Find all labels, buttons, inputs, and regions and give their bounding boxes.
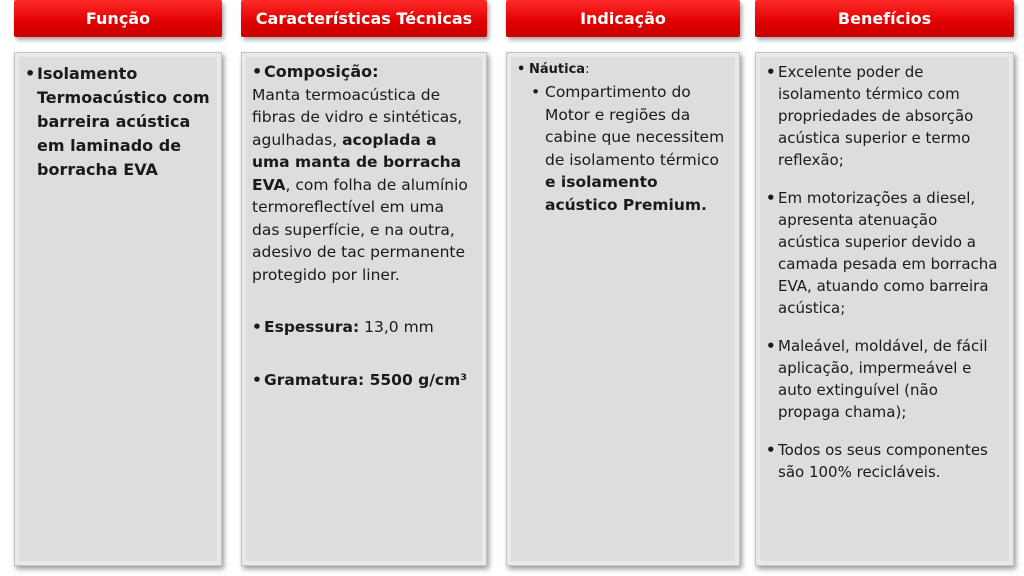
header-indicacao-label: Indicação (580, 9, 666, 28)
indicacao-subitem (531, 81, 729, 216)
bullet-icon: • (766, 441, 776, 459)
bullet-icon: • (252, 370, 262, 389)
nautica-colon: : (585, 62, 590, 77)
bullet-icon: • (252, 62, 263, 81)
indicacao-bold: e isolamento acústico Premium. (545, 173, 707, 214)
bullet-icon: • (766, 337, 776, 355)
funcao-item (25, 62, 211, 182)
header-funcao (14, 0, 222, 37)
header-funcao-label: Função (85, 9, 151, 28)
bullet-icon: • (252, 318, 262, 336)
beneficio-item (766, 335, 1003, 423)
indicacao-text: Compartimento do Motor e regiões da cabine que necessitem de isolamento térmico (545, 83, 725, 169)
beneficio-text: Maleável, moldável, de fácil aplicação, impermeável e auto extinguível (não propaga chama); (778, 337, 988, 421)
composicao-label: Composição: (264, 62, 379, 81)
panel-funcao (14, 52, 222, 566)
bullet-icon: • (517, 62, 526, 77)
espessura-value: 13,0 mm (359, 318, 434, 336)
header-beneficios-label: Benefícios (837, 9, 932, 28)
composicao-bold: acoplada a uma manta de borracha EVA (252, 130, 462, 194)
funcao-text: Isolamento Termoacústico com barreira acústica em laminado de borracha EVA (37, 64, 210, 179)
bullet-icon: • (531, 83, 541, 101)
bullet-icon: • (766, 63, 776, 81)
composicao-text-1: Manta termoacústica de fibras de vidro e sintéticas, agulhadas, (252, 85, 463, 149)
panel-beneficios (755, 52, 1014, 566)
espessura-item (252, 316, 476, 339)
composicao-text-2: , com folha de alumínio termoreflectível em uma das superfície, e na outra, adesivo de tac permanente protegido por liner. (252, 175, 468, 284)
composicao-description (252, 84, 476, 287)
gramatura-value: 5500 g/cm³ (364, 370, 468, 389)
header-caracteristicas-label: Características Técnicas (255, 9, 473, 28)
panel-indicacao (506, 52, 740, 566)
composicao-item (252, 61, 476, 84)
beneficio-item (766, 439, 1003, 483)
gramatura-item (252, 369, 476, 392)
nautica-label: Náutica (529, 62, 586, 77)
beneficio-text: Todos os seus componentes são 100% recicláveis. (778, 441, 988, 481)
beneficio-text: Excelente poder de isolamento térmico com propriedades de absorção acústica superior e termo reflexão; (778, 63, 974, 169)
header-caracteristicas (241, 0, 487, 37)
beneficio-text: Em motorizações a diesel, apresenta atenuação acústica superior devido a camada pesada em borracha EVA, atuando como barreira acústica; (778, 189, 998, 317)
beneficio-item (766, 187, 1003, 319)
bullet-icon: • (25, 64, 36, 83)
espessura-label: Espessura: (264, 318, 360, 336)
panel-caracteristicas (241, 52, 487, 566)
beneficio-item (766, 61, 1003, 171)
bullet-icon: • (766, 189, 776, 207)
nautica-item (517, 61, 729, 79)
header-beneficios (755, 0, 1014, 37)
header-indicacao (506, 0, 740, 37)
gramatura-label: Gramatura: (264, 370, 365, 389)
